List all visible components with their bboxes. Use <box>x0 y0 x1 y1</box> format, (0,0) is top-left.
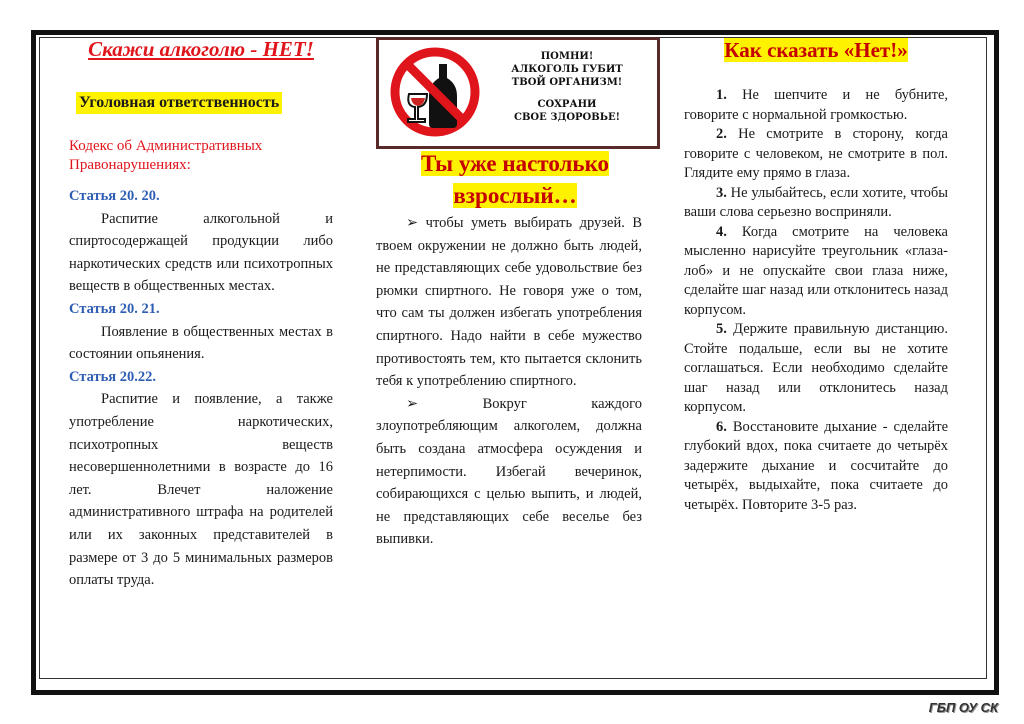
tip-number: 3. <box>716 184 727 201</box>
tip-item <box>684 418 948 516</box>
bullet-text: Вокруг каждого злоупотребляющим алкоголем, должна быть создана атмосфера осуждения и нетерпимости. Избегай вечеринок, собирающихся с целью выпить, и людей, не представляющих себе веселье без выпивки. <box>376 395 642 548</box>
tip-number: 4. <box>716 223 727 240</box>
bullet-paragraph <box>376 212 642 393</box>
how-to-say-no-title <box>684 37 948 63</box>
criminal-liability-heading: Уголовная ответственность <box>76 92 282 114</box>
sign-line: АЛКОГОЛЬ ГУБИТ <box>511 64 623 75</box>
tip-item <box>684 125 948 184</box>
sign-line: СОХРАНИ <box>537 99 597 110</box>
title-line: Ты уже настолько <box>420 151 610 176</box>
title-line: взрослый… <box>453 183 577 208</box>
tip-text: Восстановите дыхание - сделайте глубокий вдох, пока считаете до четырёх задержите дыхание и сосчитайте до четырёх, выдыхайте, пока считаете до четырёх. Повторите 3-5 раз. <box>684 418 949 513</box>
tip-text: Не смотрите в сторону, когда говорите с человеком, не смотрите в пол. Глядите ему прямо в глаза. <box>684 126 948 181</box>
title-text: Как сказать «Нет!» <box>724 38 908 62</box>
bullet-text: чтобы уметь выбирать друзей. В твоем окружении не должно быть людей, не представляющих себе удовольствие без рюмки спиртного. Не говоря уже о том, что сам ты должен избегать употребления спиртного. Надо найти в себе мужество противостоять тем, кто пытается склонить тебя к употреблению спиртного. <box>376 215 643 390</box>
tip-text: Не шепчите и не бубните, говорите с нормальной громкостью. <box>684 87 949 123</box>
advice-block <box>376 212 642 551</box>
bullet-paragraph <box>376 393 642 551</box>
tip-item <box>684 184 948 223</box>
tip-item <box>684 223 948 321</box>
article-label: Статья 20.22. <box>69 368 156 385</box>
article-text: Распитие и появление, а также употребление наркотических, психотропных веществ несовершеннолетними в возрасте до 16 лет. Влечет наложение административного штрафа на родителей или их законных представителей в размере от 3 до 5 минимальных размеров оплаты труда. <box>69 391 333 589</box>
section-title-adult <box>376 148 654 212</box>
article-text: Распитие алкогольной и спиртосодержащей продукции либо наркотических средств или психотропных веществ в общественных местах. <box>69 210 333 295</box>
warning-sign <box>376 37 660 149</box>
tip-item <box>684 86 948 125</box>
sign-line: СВОЕ ЗДОРОВЬЕ! <box>514 112 620 123</box>
tip-text: Держите правильную дистанцию. Стойте подальше, если вы не хотите соглашаться. Если необходимо сделайте шаг назад или отклонитесь назад корпусом. <box>684 321 949 415</box>
article-label: Статья 20. 21. <box>69 300 160 317</box>
sign-text <box>489 50 645 124</box>
main-title: Скажи алкоголю - НЕТ! <box>88 37 314 61</box>
articles-block <box>69 185 333 592</box>
tip-number: 1. <box>716 87 727 103</box>
tips-list <box>684 86 948 515</box>
tip-number: 6. <box>716 418 727 435</box>
tip-item <box>684 320 948 418</box>
sign-line: ТВОЙ ОРГАНИЗМ! <box>511 77 623 88</box>
article-label: Статья 20. 20. <box>69 188 160 204</box>
sign-line: ПОМНИ! <box>540 51 594 62</box>
arrow-bullet-icon: ➢ <box>406 215 419 231</box>
admin-code-label: Кодекс об Административных Правонарушениях: <box>69 138 263 173</box>
article-text: Появление в общественных местах в состоянии опьянения. <box>69 323 333 363</box>
tip-text: Не улыбайтесь, если хотите, чтобы ваши слова серьезно восприняли. <box>684 184 948 220</box>
no-alcohol-icon <box>387 44 483 140</box>
tip-number: 2. <box>716 126 727 142</box>
tip-number: 5. <box>716 321 727 337</box>
tip-text: Когда смотрите на человека мысленно нарисуйте треугольник «глаза-лоб» и не опускайте свои глаза ниже, сделайте шаг назад или отклонитесь назад корпусом. <box>684 223 948 318</box>
arrow-bullet-icon: ➢ <box>406 395 419 412</box>
footer-credit: ГБП ОУ СК <box>928 700 998 715</box>
